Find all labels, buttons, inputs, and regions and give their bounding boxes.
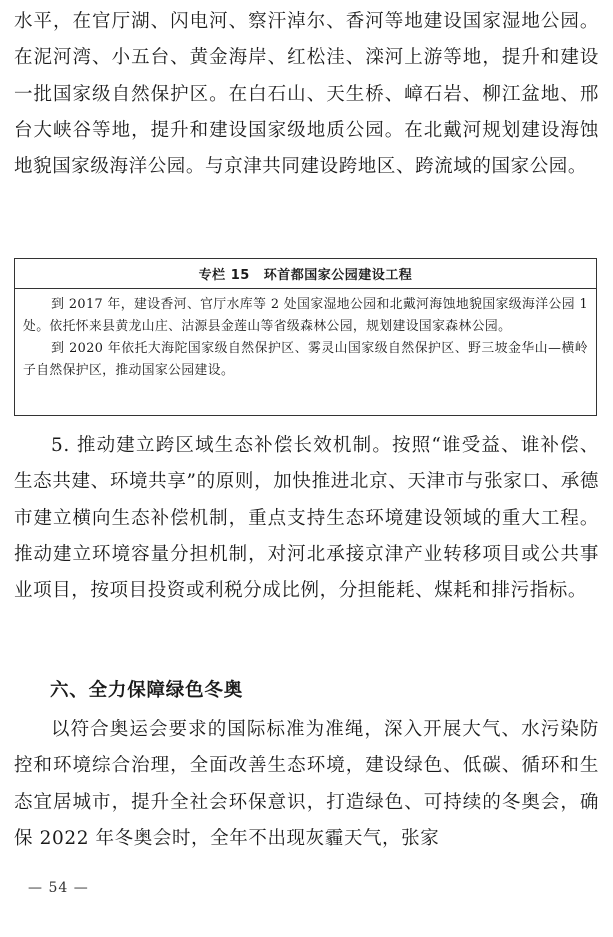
body-paragraph: 水平，在官厅湖、闪电河、察汗淖尔、香河等地建设国家湿地公园。在泥河湾、小五台、黄金海岸、红松洼、滦河上游等地，提升和建设一批国家级自然保护区。在白石山、天生桥、嶂石岩、柳江盆地、邢台大峡谷等地，提升和建设国家级地质公园。在北戴河规划建设海蚀地貌国家级海洋公园。与京津共同建设跨地区、跨流域的国家公园。 [14,11,599,178]
body-paragraph: 5. 推动建立跨区域生态补偿长效机制。按照“谁受益、谁补偿、生态共建、环境共享”的原则，加快推进北京、天津市与张家口、承德市建立横向生态补偿机制，重点支持生态环境建设领域的重大工程。推动建立环境容量分担机制，对河北承接京津产业转移项目或公共事业项目，按项目投资或利税分成比例，分担能耗、煤耗和排污指标。 [14,435,599,602]
feature-box [14,258,597,416]
feature-box-body [15,289,596,382]
body-paragraph: 以符合奥运会要求的国际标准为准绳，深入开展大气、水污染防控和环境综合治理，全面改善生态环境，建设绿色、低碳、循环和生态宜居城市，提升全社会环保意识，打造绿色、可持续的冬奥会，确保 2022 年冬奥会时，全年不出现灰霾天气，张家 [14,719,599,849]
section-heading: 六、全力保障绿色冬奥 [50,680,244,701]
feature-box-title: 环首都国家公园建设工程 [263,268,413,283]
feature-box-label: 专栏 15 [198,268,250,283]
feature-box-item: 到 2017 年，建设香河、官厅水库等 2 处国家湿地公园和北戴河海蚀地貌国家级海洋公园 1 处。依托怀来县黄龙山庄、沽源县金莲山等省级森林公园，规划建设国家森林公园。 [23,297,588,334]
feature-box-header [15,259,596,289]
feature-box-item: 到 2020 年依托大海陀国家级自然保护区、雾灵山国家级自然保护区、野三坡金华山—横岭子自然保护区，推动国家公园建设。 [23,341,588,378]
page-number: — 54 — [28,880,89,896]
